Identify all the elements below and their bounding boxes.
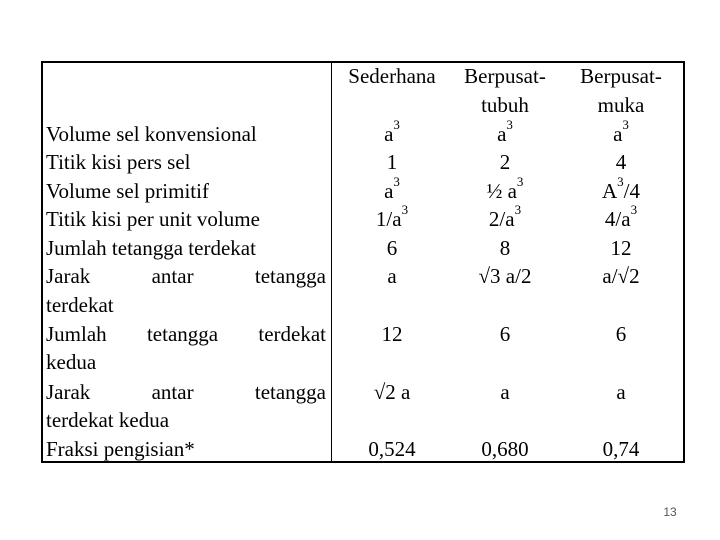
cell-value: $a^3$ xyxy=(497,117,513,146)
cell-value: 6 xyxy=(615,322,627,346)
row-label: Volume sel konvensional xyxy=(46,122,257,146)
cell-value: 8 xyxy=(499,236,511,260)
row-label: Titik kisi pers sel xyxy=(46,150,191,174)
row-label: Jumlah tetangga terdekat xyxy=(46,322,326,346)
cell-value: 1 xyxy=(386,150,398,174)
cell-value: $2/a^3$ xyxy=(488,202,522,231)
cell-value: $4/a^3$ xyxy=(604,202,638,231)
row-label: Fraksi pengisian* xyxy=(46,437,195,461)
cell-value: a xyxy=(616,380,626,404)
cell-value: 6 xyxy=(499,322,511,346)
row-label: Volume sel primitif xyxy=(46,179,209,203)
row-label-continued: kedua xyxy=(46,350,97,374)
cell-value: 12 xyxy=(381,322,403,346)
header-berpusat-tubuh-line1: Berpusat- xyxy=(464,64,546,88)
cell-value: $a^3$ xyxy=(384,117,400,146)
header-berpusat-muka-line1: Berpusat- xyxy=(580,64,662,88)
cell-value: 0,74 xyxy=(602,437,640,461)
cell-value: $1/a^3$ xyxy=(375,202,409,231)
cell-value: √3 a/2 xyxy=(478,264,532,288)
cell-value: 6 xyxy=(386,236,398,260)
row-label: Jarak antar tetangga xyxy=(46,264,326,288)
cell-value: 0,680 xyxy=(481,437,529,461)
header-berpusat-muka-line2: muka xyxy=(597,93,645,117)
cell-value: √2 a xyxy=(373,380,411,404)
cell-value: a xyxy=(500,380,510,404)
cell-value: $A^3/4$ xyxy=(601,174,640,203)
cell-value: $a^3$ xyxy=(613,117,629,146)
header-sederhana: Sederhana xyxy=(348,64,436,88)
page-number: 13 xyxy=(663,505,677,519)
cell-value: 0,524 xyxy=(368,437,416,461)
cell-value: a xyxy=(387,264,397,288)
row-label-continued: terdekat kedua xyxy=(46,408,170,432)
row-label: Jarak antar tetangga xyxy=(46,380,326,404)
cell-value: 2 xyxy=(499,150,511,174)
header-berpusat-tubuh-line2: tubuh xyxy=(481,93,529,117)
cell-value: 12 xyxy=(610,236,632,260)
cell-value: ½ $a^3$ xyxy=(486,174,524,203)
cell-value: $a^3$ xyxy=(384,174,400,203)
row-label: Jumlah tetangga terdekat xyxy=(46,236,256,260)
row-label-continued: terdekat xyxy=(46,293,114,317)
cell-value: 4 xyxy=(615,150,627,174)
cell-value: a/√2 xyxy=(602,264,640,288)
row-label: Titik kisi per unit volume xyxy=(46,207,260,231)
column-divider xyxy=(331,61,332,463)
